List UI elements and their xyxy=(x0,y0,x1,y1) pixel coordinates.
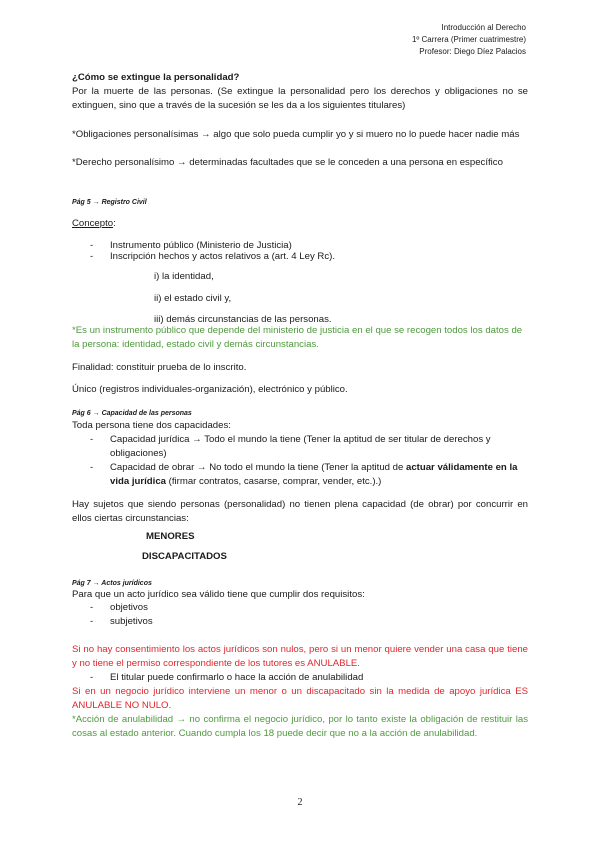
page-number: 2 xyxy=(297,797,303,808)
capacidad-sujetos: Hay sujetos que siendo personas (personalidad) no tienen plena capacidad (de obrar) por concurrir en ellos ciertas circunstancias: xyxy=(72,499,528,524)
concepto-heading xyxy=(72,217,528,231)
registro-subitem-identidad: i) la identidad, xyxy=(154,271,214,282)
header-year: 1º Carrera (Primer cuatrimestre) xyxy=(411,35,526,44)
capacidad-obrar-text: Capacidad de obrar → No todo el mundo la tiene (Tener la aptitud de xyxy=(110,462,406,473)
concepto-colon: : xyxy=(113,218,116,229)
registro-finalidad: Finalidad: constituir prueba de lo inscrito. xyxy=(72,362,247,373)
anulabilidad-note: *Acción de anulabilidad → no confirma el negocio jurídico, por lo tanto existe la obligación de restituir las cosas al estado anterior. Cuando cumpla los 18 puede decir que no a la acción de anulabilidad. xyxy=(72,714,528,739)
header-course: Introducción al Derecho xyxy=(441,23,526,32)
titular-confirmacion: El titular puede confirmarlo o hace la acción de anulabilidad xyxy=(110,672,364,683)
bullet-dash: - xyxy=(90,602,94,613)
requisito-subjetivos: subjetivos xyxy=(110,616,153,627)
actos-intro: Para que un acto jurídico sea válido tiene que cumplir dos requisitos: xyxy=(72,589,365,600)
bullet-dash: - xyxy=(90,251,94,262)
obligaciones-personalisimas: *Obligaciones personalísimas → algo que solo pueda cumplir yo y si muero no lo puede hacer nadie más xyxy=(72,129,520,140)
capacidad-obrar-examples: (firmar contratos, casarse, comprar, vender, etc.).) xyxy=(165,476,382,487)
derecho-personalisimo: *Derecho personalísimo → determinadas facultades que se le conceden a una persona en específico xyxy=(72,157,503,168)
section-registro-civil: Pág 5 → Registro Civil xyxy=(72,199,147,206)
bullet-dash: - xyxy=(90,672,94,683)
bullet-dash: - xyxy=(90,462,94,473)
section-actos-juridicos: Pág 7 → Actos jurídicos xyxy=(72,580,152,587)
registro-unico: Único (registros individuales-organización), electrónico y público. xyxy=(72,384,348,395)
bullet-dash: - xyxy=(90,434,94,445)
registro-item-1: Instrumento público (Ministerio de Justicia) xyxy=(110,240,292,251)
bullet-dash: - xyxy=(90,616,94,627)
nulidad-note: Si no hay consentimiento los actos jurídicos son nulos, pero si un menor quiere vender una casa que tiene y no tiene el permiso correspondiente de los tutores es ANULABLE. xyxy=(72,644,528,669)
discapacitados-heading: DISCAPACITADOS xyxy=(142,551,227,562)
registro-note: *Es un instrumento público que depende del ministerio de justicia en el que se recogen todos los datos de la persona: identidad, estado civil y demás circunstancias. xyxy=(72,325,523,350)
registro-item-2: Inscripción hechos y actos relativos a (art. 4 Ley Rc). xyxy=(110,251,336,262)
capacidad-intro: Toda persona tiene dos capacidades: xyxy=(72,420,231,431)
page-header xyxy=(412,22,526,58)
bullet-dash: - xyxy=(90,240,94,251)
registro-subitem-circunstancias: iii) demás circunstancias de las personas. xyxy=(154,314,332,325)
extincion-title: ¿Cómo se extingue la personalidad? xyxy=(72,72,240,83)
section-capacidad: Pág 6 → Capacidad de las personas xyxy=(72,410,192,417)
anulable-note: Si en un negocio jurídico interviene un menor o un discapacitado sin la medida de apoyo jurídica ES ANULABLE NO NULO. xyxy=(72,686,528,711)
extincion-paragraph: Por la muerte de las personas. (Se extingue la personalidad pero los derechos y obligaciones no se extinguen, sino que a través de la sucesión se les da a los siguientes titulares) xyxy=(72,86,528,111)
capacidad-obrar xyxy=(110,461,528,489)
registro-subitem-estado-civil: ii) el estado civil y, xyxy=(154,293,232,304)
header-professor: Profesor: Diego Díez Palacios xyxy=(419,47,526,56)
requisito-objetivos: objetivos xyxy=(110,602,148,613)
capacidad-obrar-emphasis: actuar válidamente en la vida jurídica xyxy=(110,462,518,487)
concepto-label: Concepto xyxy=(72,218,114,229)
menores-heading: MENORES xyxy=(146,531,195,542)
capacidad-juridica: Capacidad jurídica → Todo el mundo la tiene (Tener la aptitud de ser titular de derechos y obligaciones) xyxy=(110,434,491,459)
